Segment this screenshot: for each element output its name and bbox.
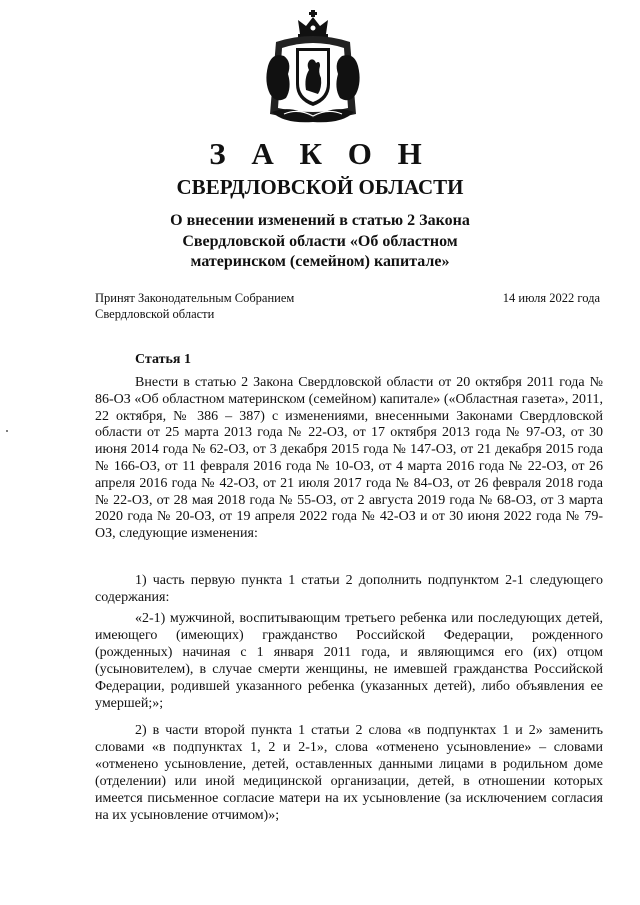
article-body [95,375,603,543]
article-body [95,610,603,713]
document-name-line: О внесении изменений в статью 2 Закона [170,212,470,229]
scan-speck [6,430,8,432]
article-intro-paragraph: Внести в статью 2 Закона Свердловской области от 20 октября 2011 года № 86-ОЗ «Об областном материнском (семейном) капитале» («Областная газета», 2011, 22 октября, № 386 – 387) с изменениями, внесенными Законами Свердловской области от 25 марта 2013 года № 22-ОЗ, от 17 октября 2013 года № 97-ОЗ, от 30 июня 2014 года № 62-ОЗ, от 3 декабря 2015 года № 147-ОЗ, от 21 декабря 2015 года № 166-ОЗ, от 11 февраля 2016 года № 10-ОЗ, от 4 марта 2016 года № 22-ОЗ, от 26 апреля 2016 года № 42-ОЗ, от 21 июля 2017 года № 84-ОЗ, от 26 февраля 2018 года № 22-ОЗ, от 28 мая 2018 года № 55-ОЗ, от 2 августа 2019 года № 68-ОЗ, от 3 марта 2020 года № 20-ОЗ, от 19 апреля 2022 года № 42-ОЗ и от 30 июня 2022 года № 79-ОЗ, следующие изменения: [95,375,603,542]
document-name-line: Свердловской области «Об областном [182,232,458,250]
article-body [95,572,603,606]
adoption-date: 14 июля 2022 года [502,291,600,305]
law-title: З А К О Н [209,136,431,171]
article-title: Статья 1 [135,352,191,367]
law-subtitle: СВЕРДЛОВСКОЙ ОБЛАСТИ [176,175,464,199]
document-name-line: материнском (семейном) капитале» [190,253,450,270]
adoption-info [95,290,294,322]
adoption-line: Свердловской области [95,307,215,321]
document-name [150,211,490,273]
article-body [95,722,603,825]
amendment-item-1: 1) часть первую пункта 1 статьи 2 дополнить подпунктом 2-1 следующего содержания: [95,573,603,606]
amendment-quote-paragraph: «2-1) мужчиной, воспитывающим третьего ребенка или последующих детей, имеющего (имеющих) гражданство Российской Федерации, рожденного (рожденных) начиная с 1 января 2011 года, и являющимся его (их) отцом (усыновителем), в случае смерти женщины, не имевшей гражданства Российской Федерации, родившей указанного ребенка (указанных детей), либо объявления ее умершей;»; [95,611,603,712]
coat-of-arms-emblem [262,8,378,126]
adoption-line: Принят Законодательным Собранием [95,291,295,305]
amendment-item-2: 2) в части второй пункта 1 статьи 2 слова «в подпунктах 1 и 2» заменить словами «в подпунктах 1, 2 и 2-1», слова «отменено усыновление» – словами «отменено усыновление, детей, оставленных данными лицами в родильном доме (отделении) или иной медицинской организации, детей, в отношении которых имеется письменное согласие матери на их усыновление (за исключением согласия на их усыновление отчимом)»; [95,723,603,824]
